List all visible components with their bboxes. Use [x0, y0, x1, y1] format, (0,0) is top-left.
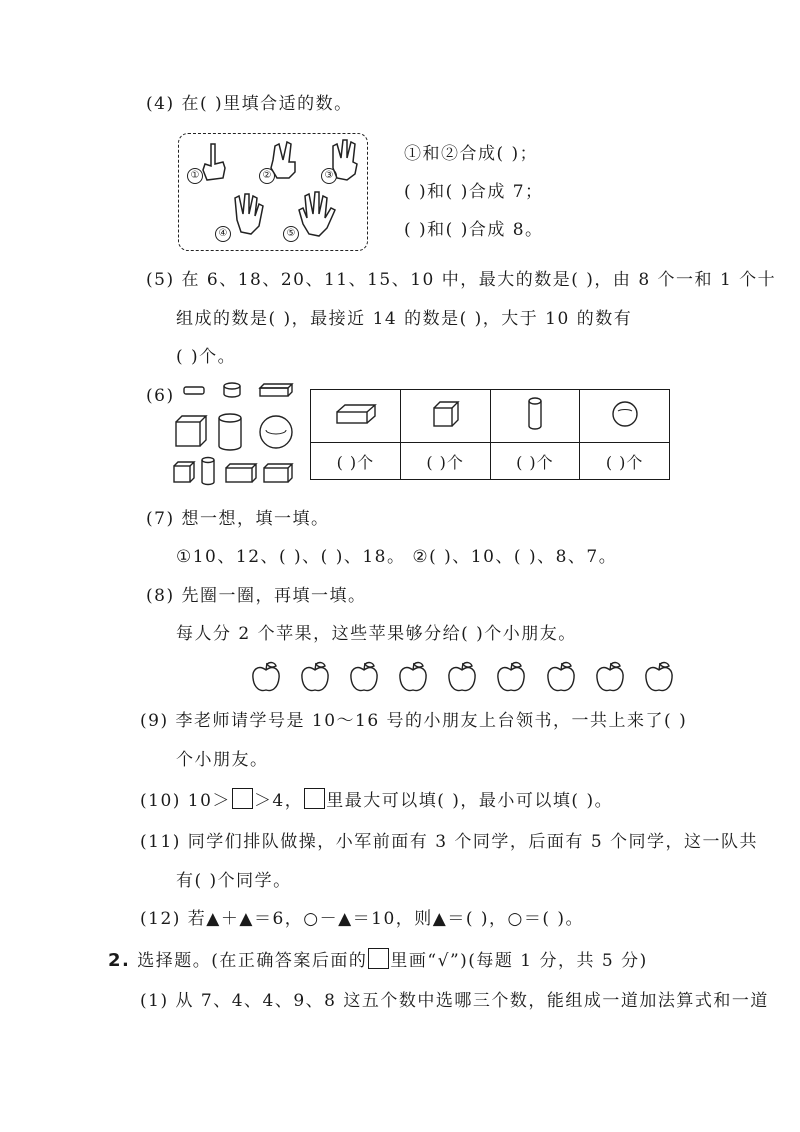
apple-icon [594, 660, 626, 694]
geometric-solids-illustration [170, 380, 300, 490]
apple-icon [299, 660, 331, 694]
q10-pre: (10) 10＞ [140, 791, 231, 811]
q5-line-1: (5) 在 6、18、20、11、15、10 中，最大的数是( )，由 8 个一和 1 个十 [146, 270, 777, 290]
q5-line-3: ( )个。 [176, 347, 237, 367]
table-header-cylinder [490, 390, 580, 443]
q8-text: 每人分 2 个苹果，这些苹果够分给( )个小朋友。 [176, 624, 577, 644]
q11-line-2: 有( )个同学。 [176, 871, 292, 891]
section-2-post: 里画“√”)(每题 1 分，共 5 分) [390, 951, 648, 971]
sphere-icon-header [610, 399, 640, 429]
q12-line: (12) 若▲＋▲＝6，○－▲＝10，则▲＝( )，○＝( )。 [140, 909, 585, 929]
hand-label-3: ③ [321, 168, 337, 184]
apple-icon [643, 660, 675, 694]
q10-post: 里最大可以填( )，最小可以填( )。 [326, 791, 614, 811]
count-cell-cuboid: ( )个 [311, 443, 401, 480]
answer-square-2 [304, 788, 325, 809]
answer-square [232, 788, 253, 809]
finger-count-box [178, 133, 368, 251]
q9-line-2: 个小朋友。 [176, 750, 269, 770]
section-2-heading [108, 948, 648, 973]
small-cuboid-icon [184, 387, 204, 394]
hand-label-4: ④ [215, 226, 231, 242]
small-cube-icon [174, 462, 194, 482]
flat-cuboid-icon [260, 384, 292, 396]
apple-icon [495, 660, 527, 694]
q8-prompt: (8) 先圈一圈，再填一填。 [146, 586, 367, 606]
tall-cylinder-icon [219, 414, 241, 450]
apple-icon [397, 660, 429, 694]
answer-square-3 [368, 948, 389, 969]
q11-line-1: (11) 同学们排队做操，小军前面有 3 个同学，后面有 5 个同学，这一队共 [140, 832, 759, 852]
q6-label: (6) [146, 386, 175, 406]
count-cell-cube: ( )个 [400, 443, 490, 480]
q4-blank-2: ( )和( )合成 7； [404, 182, 544, 202]
cylinder-icon-header [525, 396, 545, 432]
hand-four-fingers-icon [229, 190, 269, 240]
count-cell-cylinder: ( )个 [490, 443, 580, 480]
apple-icon [348, 660, 380, 694]
sphere-icon [260, 416, 292, 448]
small-cylinder-icon [224, 383, 240, 397]
cube-icon-header [430, 399, 460, 429]
apple-row [250, 660, 675, 698]
q9-line-1: (9) 李老师请学号是 10～16 号的小朋友上台领书，一共上来了( ) [140, 711, 688, 731]
q10-mid: ＞4， [253, 791, 304, 811]
hand-label-5: ⑤ [283, 226, 299, 242]
shape-count-table [310, 389, 670, 480]
apple-icon [545, 660, 577, 694]
q7-sequences: ①10、12、( )、( )、18。 ②( )、10、( )、8、7。 [176, 547, 618, 567]
s2-q1-line: (1) 从 7、4、4、9、8 这五个数中选哪三个数，能组成一道加法算式和一道 [140, 991, 769, 1011]
hand-label-1: ① [187, 168, 203, 184]
q10-line [140, 788, 613, 813]
apple-icon [250, 660, 282, 694]
table-header-cube [400, 390, 490, 443]
q5-line-2: 组成的数是( )，最接近 14 的数是( )，大于 10 的数有 [176, 309, 633, 329]
cuboid-icon-2 [264, 464, 292, 482]
q4-blank-1: ①和②合成( )； [404, 144, 539, 164]
cuboid-icon-header [333, 402, 377, 426]
q4-prompt: (4) 在( )里填合适的数。 [146, 94, 353, 114]
cuboid-icon [226, 464, 256, 482]
hand-label-2: ② [259, 168, 275, 184]
hand-five-fingers-icon [295, 188, 337, 240]
table-header-cuboid [311, 390, 401, 443]
q7-prompt: (7) 想一想，填一填。 [146, 509, 330, 529]
count-cell-sphere: ( )个 [580, 443, 670, 480]
section-2-number: 2. [108, 950, 131, 971]
q4-blank-3: ( )和( )合成 8。 [404, 220, 544, 240]
cube-icon [176, 416, 206, 446]
table-header-sphere [580, 390, 670, 443]
thin-cylinder-icon [202, 458, 214, 485]
apple-icon [446, 660, 478, 694]
section-2-pre: 选择题。(在正确答案后面的 [137, 951, 368, 971]
